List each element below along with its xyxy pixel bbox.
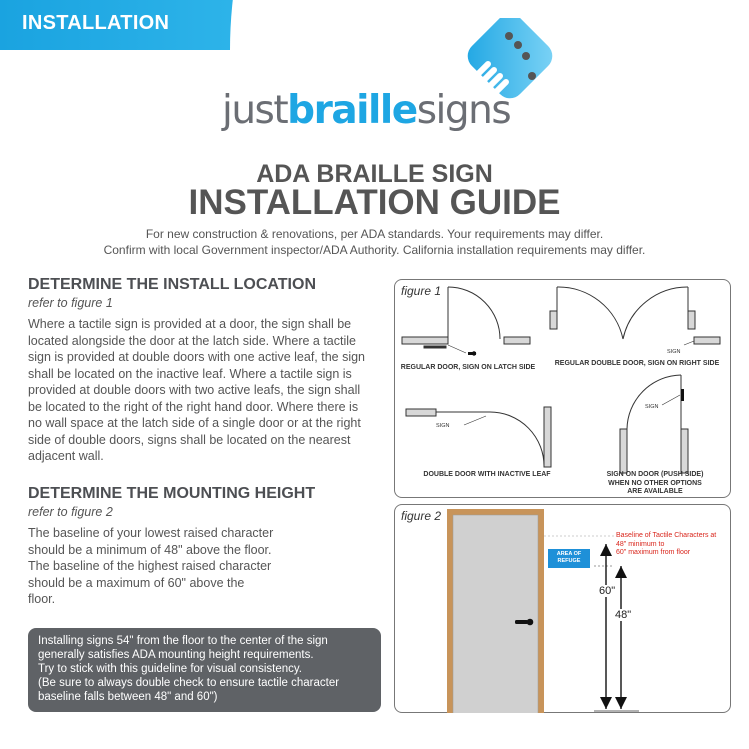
height-heading: DETERMINE THE MOUNTING HEIGHT (28, 485, 316, 502)
sign-label: SIGN (645, 404, 659, 410)
baseline-note-line: 48" minimum to (616, 540, 665, 548)
caption-regular-door: REGULAR DOOR, SIGN ON LATCH SIDE (400, 364, 536, 371)
height-line: floor. (28, 592, 56, 606)
location-line: no wall space at the latch side of a single door or at the right (28, 416, 361, 430)
logo-part-braille: braille (287, 88, 417, 133)
note-line: baseline falls between 48" and 60") (38, 691, 218, 703)
note-line: (Be sure to always double check to ensure tactile character (38, 677, 340, 689)
caption-push-side (590, 471, 720, 497)
area-line: AREA OF (556, 551, 582, 557)
baseline-note-line: 60" maximum from floor (616, 549, 691, 556)
dimension-48: 48" (615, 609, 632, 621)
location-line: sign is provided at double doors with one active leaf, the sign (28, 350, 366, 364)
figure-1-label: figure 1 (401, 284, 442, 298)
height-line: should be a minimum of 48" above the floor. (28, 542, 272, 557)
logo-part-signs: signs (416, 88, 511, 133)
header-banner (0, 0, 749, 50)
caption-double-door: REGULAR DOUBLE DOOR, SIGN ON RIGHT SIDE (554, 360, 720, 367)
sign-label: SIGN (667, 349, 681, 355)
location-line: Where a tactile sign is provided at a door, the sign shall be (28, 317, 352, 331)
logo-part-just: just (222, 88, 288, 133)
note-line: generally satisfies ADA mounting height requirements. (38, 649, 314, 661)
note-line: Try to stick with this guideline for visual consistency. (38, 663, 302, 675)
location-ref: refer to figure 1 (28, 296, 113, 310)
figure-2-label: figure 2 (401, 509, 442, 523)
sign-label: SIGN (436, 423, 450, 429)
location-line: be located to the right of the right hand door. Where there is (28, 399, 359, 414)
dimension-60: 60" (599, 585, 616, 597)
note-line: Installing signs 54" from the floor to the center of the sign (38, 635, 328, 647)
area-of-refuge-sign (548, 549, 590, 568)
page-title-line1: ADA BRAILLE SIGN (256, 160, 493, 188)
caption-inactive-leaf: DOUBLE DOOR WITH INACTIVE LEAF (423, 471, 551, 478)
area-line: REFUGE (557, 558, 581, 564)
subtitle-line2: Confirm with local Government inspector/ADA Authority. California installation requirements may differ. (103, 243, 646, 257)
section-title: INSTALLATION (22, 12, 170, 34)
baseline-note-line: Baseline of Tactile Characters at (616, 532, 717, 539)
height-line: The baseline of the highest raised character (28, 559, 272, 573)
location-line: shall be located on the inactive leaf. Where a tactile sign is (28, 366, 352, 381)
caption-push-line: WHEN NO OTHER OPTIONS (608, 479, 702, 487)
figure-1-door-diagrams (394, 279, 731, 498)
page-subtitle (0, 226, 749, 258)
caption-push-line: SIGN ON DOOR (PUSH SIDE) (606, 471, 704, 478)
logo-wordmark (222, 88, 510, 133)
page-title-line2: INSTALLATION GUIDE (188, 183, 561, 222)
caption-push-line: ARE AVAILABLE (627, 488, 683, 495)
location-line: located alongside the door at the latch side. Where a tactile (28, 333, 356, 348)
height-line: The baseline of your lowest raised character (28, 526, 274, 540)
location-paragraph (28, 316, 365, 465)
height-line: should be a maximum of 60" above the (28, 575, 245, 590)
location-line: side of double doors, signs shall be located on the nearest (28, 432, 351, 447)
location-line: adjacent wall. (28, 449, 104, 463)
location-line: provided at double doors with two active leafs, the sign shall (28, 383, 361, 397)
height-ref: refer to figure 2 (28, 505, 113, 519)
guideline-note (28, 628, 381, 712)
baseline-note (616, 532, 716, 558)
height-paragraph (28, 525, 273, 608)
subtitle-line1: For new construction & renovations, per ADA standards. Your requirements may differ. (145, 227, 604, 241)
location-heading: DETERMINE THE INSTALL LOCATION (28, 276, 316, 293)
